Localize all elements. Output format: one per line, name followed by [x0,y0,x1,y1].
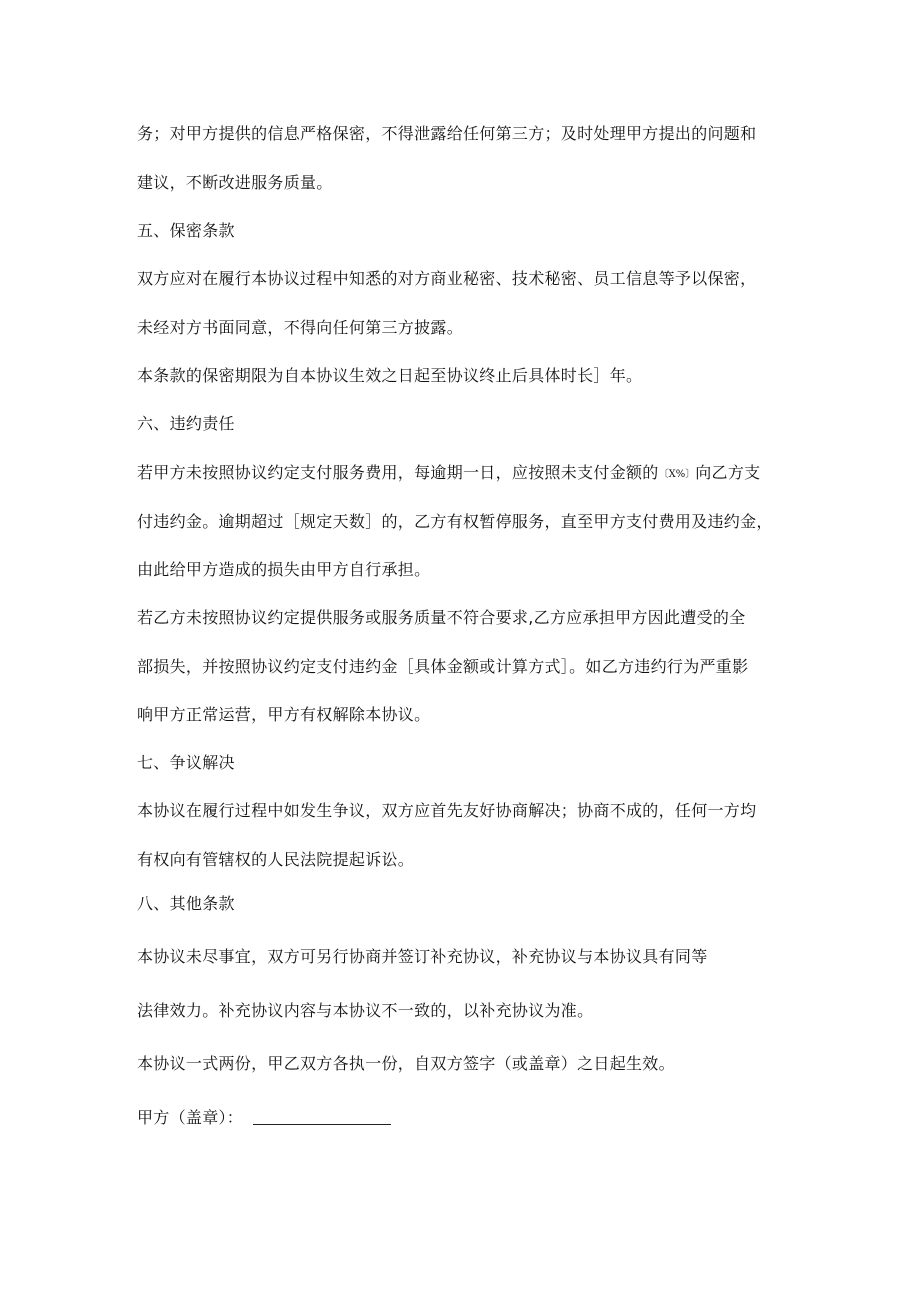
paragraph-line [137,463,760,485]
paragraph-line: 部损失，并按照协议约定支付违约金［具体金额或计算方式］。如乙方违约行为严重影 [137,657,749,676]
paragraph-text: 若甲方未按照协议约定支付服务费用，每逾期一日，应按照未支付金额的 [137,463,659,482]
signature-label: 甲方（盖章）： [137,1108,244,1127]
paragraph-line: 双方应对在履行本协议过程中知悉的对方商业秘密、技术秘密、员工信息等予以保密， [137,269,757,288]
paragraph-line: 本条款的保密期限为自本协议生效之日起至协议终止后具体时长］年。 [137,366,643,385]
paragraph-line: 法律效力。补充协议内容与本协议不一致的，以补充协议为准。 [137,1001,594,1020]
paragraph-line: 响甲方正常运营，甲方有权解除本协议。 [137,705,431,724]
paragraph-line: 由此给甲方造成的损失由甲方自行承担。 [137,560,431,579]
paragraph-line: 有权向有管辖权的人民法院提起诉讼。 [137,850,415,869]
paragraph-line: 本协议一式两份，甲乙双方各执一份，自双方签字（或盖章）之日起生效。 [137,1054,675,1073]
section-heading-confidentiality: 五、保密条款 [137,221,235,240]
section-heading-other: 八、其他条款 [137,894,235,913]
paragraph-line: 本协议在履行过程中如发生争议，双方应首先友好协商解决；协商不成的，任何一方均 [137,801,757,820]
paragraph-line: 务；对甲方提供的信息严格保密，不得泄露给任何第三方；及时处理甲方提出的问题和 [137,124,757,143]
signature-blank[interactable] [253,1110,391,1125]
paragraph-line: 付违约金。逾期超过［规定天数］的，乙方有权暂停服务，直至甲方支付费用及违约金， [137,512,773,531]
paragraph-line: 未经对方书面同意，不得向任何第三方披露。 [137,318,464,337]
paragraph-line: 本协议未尽事宜，双方可另行协商并签订补充协议，补充协议与本协议具有同等 [137,947,708,966]
rate-placeholder: 〔X%〕 [658,469,696,480]
paragraph-line: 若乙方未按照协议约定提供服务或服务质量不符合要求,乙方应承担甲方因此遭受的全 [137,608,746,627]
paragraph-text: 向乙方支 [695,463,761,482]
paragraph-line: 建议，不断改进服务质量。 [137,173,333,192]
section-heading-liability: 六、违约责任 [137,414,235,433]
signature-line [137,1108,391,1128]
section-heading-dispute: 七、争议解决 [137,753,235,772]
